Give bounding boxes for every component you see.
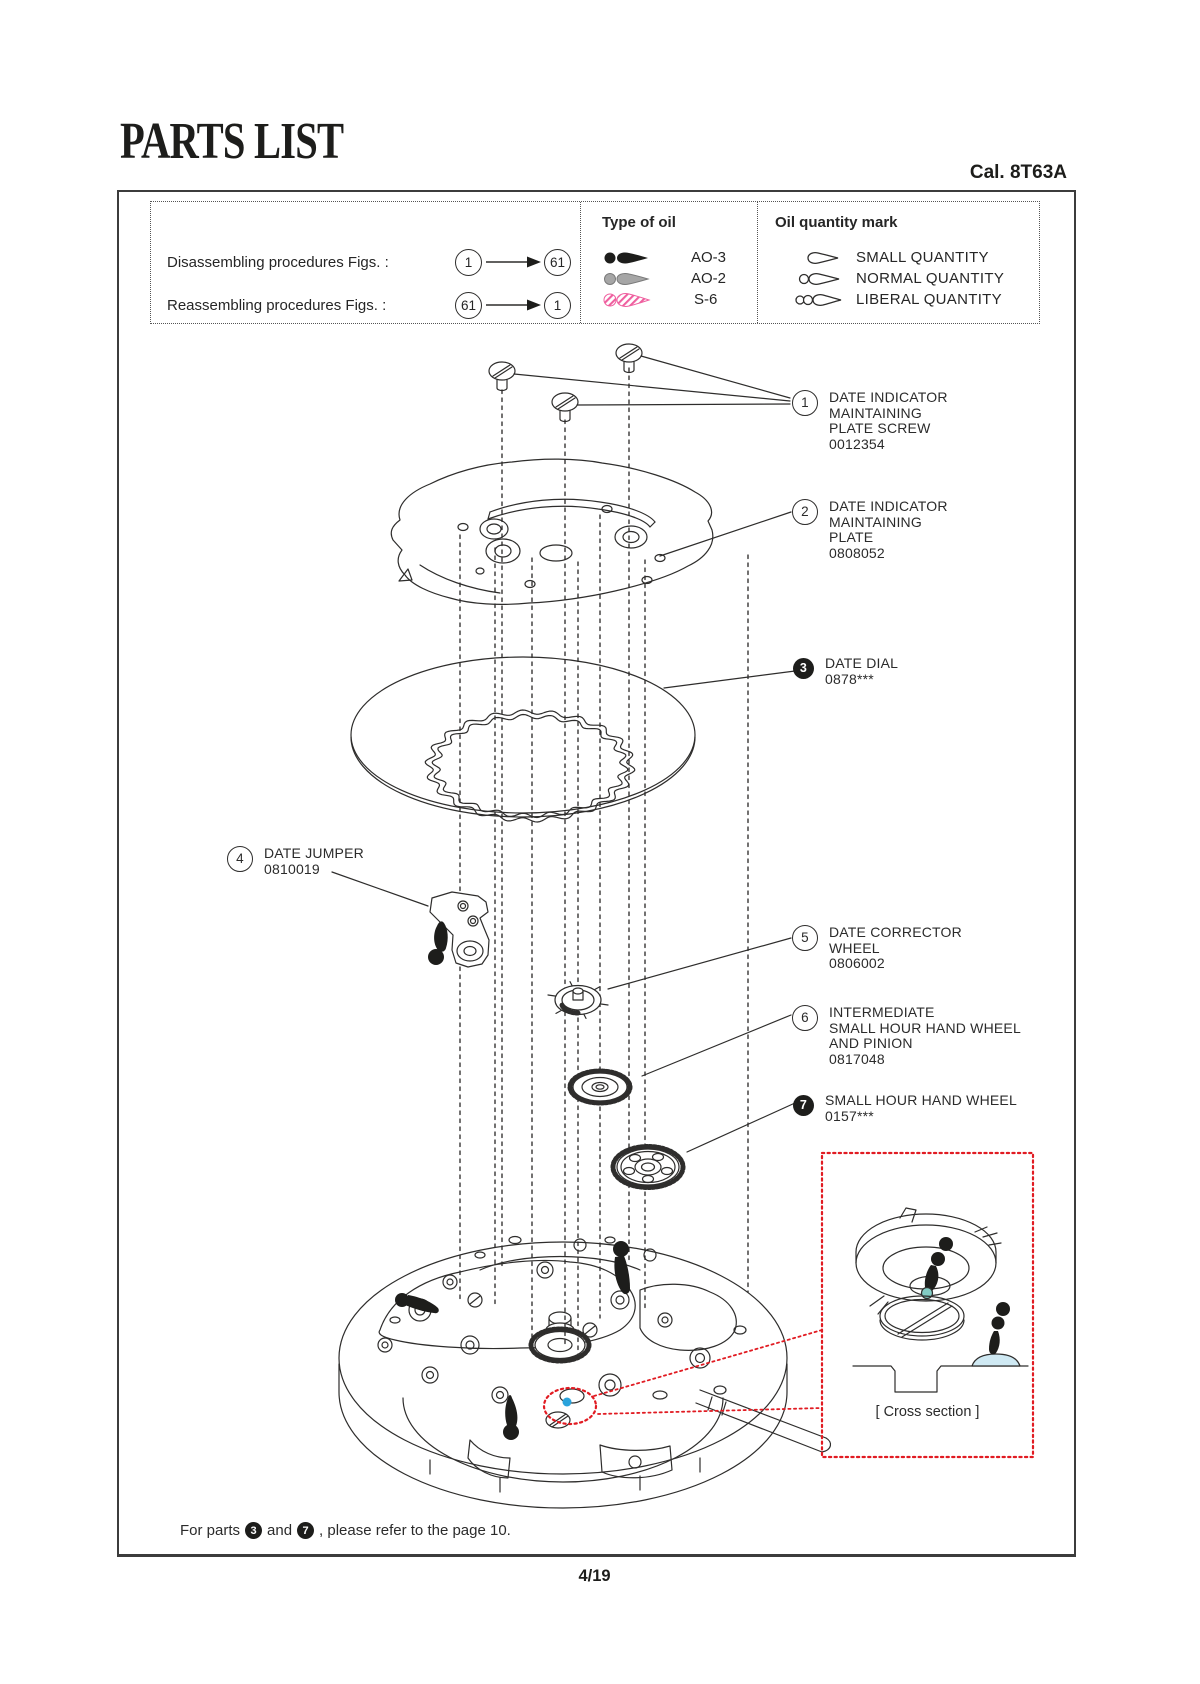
part-callout-6 <box>792 1005 1021 1067</box>
part-code: 0817048 <box>829 1050 885 1067</box>
leader-lines <box>332 356 795 1152</box>
part-number-badge: 1 <box>792 390 818 416</box>
oil-quantity-label: LIBERAL QUANTITY <box>856 291 1002 308</box>
oil-type-label: S-6 <box>694 291 718 308</box>
reassembling-label: Reassembling procedures Figs. : <box>167 297 387 314</box>
oil-type-label: AO-2 <box>691 270 727 287</box>
part-number-badge: 5 <box>792 925 818 951</box>
part-7-badge: 7 <box>297 1522 314 1539</box>
projection-dashed-lines <box>460 368 748 1355</box>
oil-quantity-label: SMALL QUANTITY <box>856 249 989 266</box>
fig-start-circle: 1 <box>455 249 482 276</box>
disassembling-label: Disassembling procedures Figs. : <box>167 254 389 271</box>
part-number-badge: 4 <box>227 846 253 872</box>
part-callout-5 <box>792 925 962 972</box>
footer-note: For parts 3 and 7 , please refer to the page 10. <box>180 1522 511 1539</box>
part-label: DATE JUMPER 0810019 <box>264 845 364 877</box>
page-title: PARTS LIST <box>120 113 344 170</box>
fig-end-circle: 61 <box>544 249 571 276</box>
fig-start-circle: 61 <box>455 292 482 319</box>
oil-quantity-title: Oil quantity mark <box>775 214 898 231</box>
fig-end-circle: 1 <box>544 292 571 319</box>
part-number-badge: 2 <box>792 499 818 525</box>
type-of-oil-title: Type of oil <box>602 214 676 231</box>
part-callout-7 <box>793 1093 1017 1124</box>
part-code: 0806002 <box>829 955 885 971</box>
oiling-point-dot <box>563 1398 572 1407</box>
part-callout-2 <box>792 499 948 561</box>
part-number-badge: 6 <box>792 1005 818 1031</box>
part-label: SMALL HOUR HAND WHEEL 0157*** <box>825 1092 1017 1124</box>
part-code: 0878*** <box>825 670 874 687</box>
part-code: 0157*** <box>825 1107 874 1124</box>
cross-section-label: [ Cross section ] <box>875 1404 980 1420</box>
part-number-badge: 3 <box>793 658 814 679</box>
calibre-label: Cal. 8T63A <box>969 162 1067 183</box>
part-label: INTERMEDIATE SMALL HOUR HAND WHEEL AND PINION 0817048 <box>829 1004 1021 1067</box>
part-callout-4 <box>227 846 364 877</box>
oil-quantity-label: NORMAL QUANTITY <box>856 270 1005 287</box>
part-label: DATE CORRECTOR WHEEL 0806002 <box>829 924 962 971</box>
part-3-badge: 3 <box>245 1522 262 1539</box>
intermediate-wheel-drawing <box>570 1071 630 1104</box>
part-code: 0810019 <box>264 860 320 877</box>
part-code: 0012354 <box>829 435 885 452</box>
date-dial-drawing <box>351 657 695 822</box>
date-corrector-wheel-drawing <box>548 982 608 1019</box>
page-number: 4/19 <box>578 1567 611 1585</box>
part-label: DATE INDICATOR MAINTAINING PLATE SCREW 0012354 <box>829 389 948 452</box>
part-label: DATE DIAL 0878*** <box>825 655 899 687</box>
movement-assembly-drawing <box>339 1237 831 1509</box>
part-label: DATE INDICATOR MAINTAINING PLATE 0808052 <box>829 498 948 561</box>
part-number-badge: 7 <box>793 1095 814 1116</box>
screw-drawing <box>489 344 642 422</box>
maintaining-plate-drawing <box>391 459 713 604</box>
small-hour-hand-wheel-drawing <box>613 1147 683 1188</box>
part-code: 0808052 <box>829 544 885 561</box>
date-jumper-drawing <box>428 892 489 967</box>
oil-type-label: AO-3 <box>691 249 727 266</box>
part-callout-3 <box>793 656 898 687</box>
part-callout-1 <box>792 390 948 452</box>
